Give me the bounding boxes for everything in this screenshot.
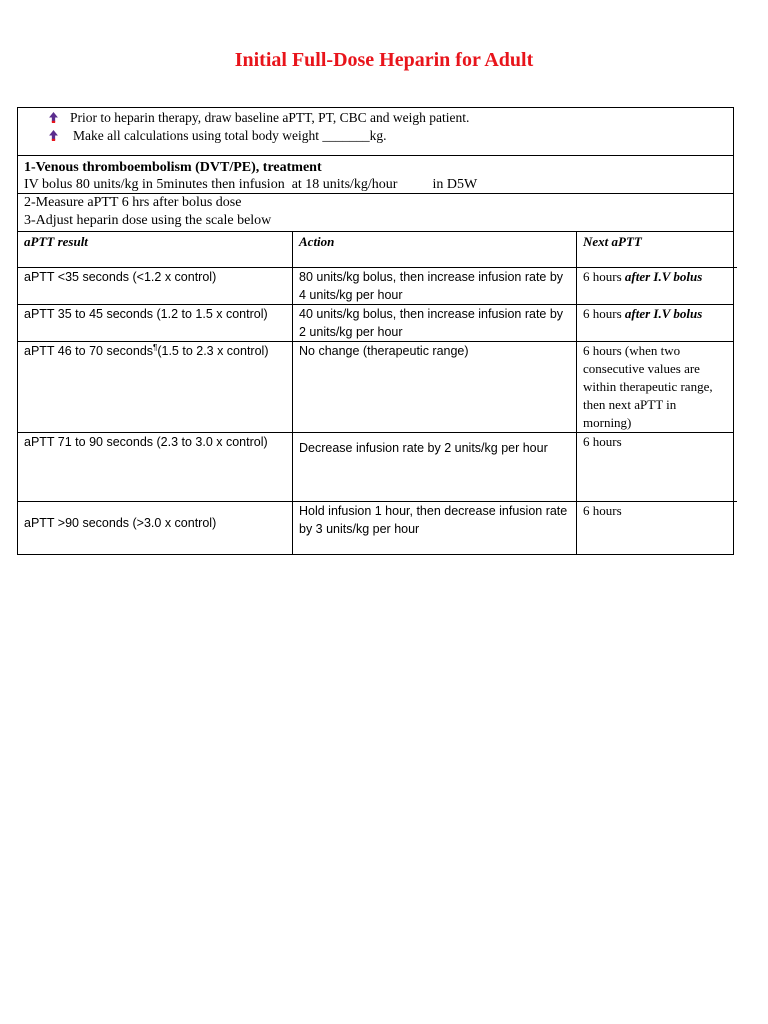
table-row (18, 433, 733, 502)
header-aptt-result: aPTT result (18, 232, 293, 268)
footnote-mark: ¶ (153, 342, 158, 352)
result-cell: aPTT 35 to 45 seconds (1.2 to 1.5 x control) (18, 305, 293, 342)
bullet-text: Prior to heparin therapy, draw baseline aPTT, PT, CBC and weigh patient. (70, 110, 470, 125)
next-aptt-cell: 6 hours (577, 502, 734, 555)
table-row (18, 342, 733, 433)
arrow-bullet-icon (48, 112, 59, 123)
header-action: Action (293, 232, 577, 268)
vte-treatment-section (18, 156, 733, 194)
result-cell: aPTT <35 seconds (<1.2 x control) (18, 268, 293, 305)
next-aptt-cell: 6 hours (577, 433, 734, 502)
steps-section (18, 194, 733, 231)
bullet-text: Make all calculations using total body weight _______kg. (73, 128, 387, 143)
table-row (18, 268, 733, 305)
bullet-item (24, 109, 727, 127)
next-aptt-cell: 6 hours (when two consecutive values are within therapeutic range, then next aPTT in morning) (577, 342, 734, 433)
preparation-bullets (18, 108, 733, 156)
dose-adjustment-table (18, 231, 733, 554)
result-cell: aPTT 46 to 70 seconds¶(1.5 to 2.3 x control) (18, 342, 293, 433)
table-row (18, 305, 733, 342)
result-cell: aPTT 71 to 90 seconds (2.3 to 3.0 x control) (18, 433, 293, 502)
action-cell: No change (therapeutic range) (293, 342, 577, 433)
step-measure: 2-Measure aPTT 6 hrs after bolus dose (24, 195, 242, 210)
table-row (18, 502, 733, 555)
next-aptt-cell: 6 hours after I.V bolus (577, 268, 734, 305)
table-header-row (18, 232, 733, 268)
vte-instruction: IV bolus 80 units/kg in 5minutes then infusion at 18 units/kg/hour in D5W (24, 177, 478, 192)
header-next-aptt: Next aPTT (577, 232, 734, 268)
action-cell: Decrease infusion rate by 2 units/kg per hour (293, 433, 577, 502)
action-cell: 40 units/kg bolus, then increase infusion rate by 2 units/kg per hour (293, 305, 577, 342)
heparin-protocol-document (17, 107, 734, 555)
arrow-bullet-icon (48, 130, 59, 141)
next-aptt-cell: 6 hours after I.V bolus (577, 305, 734, 342)
bullet-item (24, 127, 727, 145)
result-cell: aPTT >90 seconds (>3.0 x control) (18, 502, 293, 555)
step-adjust: 3-Adjust heparin dose using the scale below (24, 213, 272, 228)
action-cell: Hold infusion 1 hour, then decrease infusion rate by 3 units/kg per hour (293, 502, 577, 555)
action-cell: 80 units/kg bolus, then increase infusion rate by 4 units/kg per hour (293, 268, 577, 305)
vte-heading: 1-Venous thromboembolism (DVT/PE), treatment (24, 160, 322, 175)
page-title: Initial Full-Dose Heparin for Adult (234, 49, 534, 71)
